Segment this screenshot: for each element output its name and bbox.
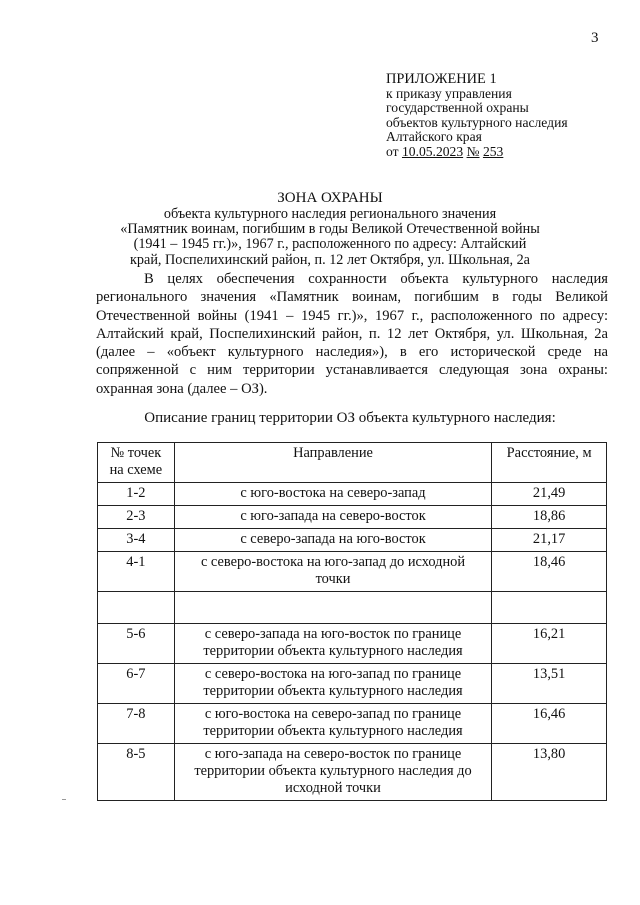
direction-line: территории объекта культурного наследия	[203, 643, 463, 659]
cell-direction	[174, 483, 491, 506]
appendix-line: объектов культурного наследия	[386, 114, 568, 130]
header-distance: Расстояние, м	[492, 443, 607, 483]
cell-direction	[174, 624, 491, 664]
cell-direction	[174, 664, 491, 704]
appendix-line: государственной охраны	[386, 100, 529, 116]
header-points	[98, 443, 175, 483]
cell-distance	[492, 592, 607, 624]
table-header-row	[98, 443, 607, 483]
body-line: сопряженной с ним территории устанавливается следующая зона охраны:	[96, 362, 608, 379]
direction-line: территории объекта культурного наследия	[203, 723, 463, 739]
body-line: В целях обеспечения сохранности объекта культурного наследия	[144, 271, 608, 287]
cell-points	[98, 592, 175, 624]
title-line: объекта культурного наследия регионального значения	[163, 206, 497, 222]
direction-line: с юго-запада на северо-восток по границе	[204, 746, 462, 762]
direction-line: территории объекта культурного наследия	[203, 683, 463, 699]
table-row	[98, 552, 607, 592]
direction-line: с юго-востока на северо-запад	[240, 485, 426, 501]
cell-distance: 18,46	[492, 552, 607, 592]
scan-mark	[62, 799, 66, 800]
body-paragraph	[96, 270, 608, 398]
direction-line: с юго-запада на северо-восток	[240, 508, 426, 524]
body-line: (далее – «объект культурного наследия»), в его исторической среде на	[96, 344, 608, 361]
cell-direction	[174, 552, 491, 592]
cell-distance: 18,86	[492, 506, 607, 529]
table-row	[98, 529, 607, 552]
order-prefix: от	[386, 143, 399, 159]
table-row	[98, 624, 607, 664]
table-row	[98, 592, 607, 624]
cell-points: 3-4	[98, 529, 175, 552]
direction-line: с северо-запада на юго-восток по границе	[204, 626, 462, 642]
table-row	[98, 744, 607, 801]
cell-points: 6-7	[98, 664, 175, 704]
zone-title: ЗОНА ОХРАНЫ	[277, 190, 383, 206]
cell-distance: 16,46	[492, 704, 607, 744]
cell-points: 7-8	[98, 704, 175, 744]
order-reference	[386, 145, 568, 160]
table-row	[98, 664, 607, 704]
table-row	[98, 506, 607, 529]
direction-line: с северо-востока на юго-запад по границе	[204, 666, 462, 682]
body-line: Алтайский край, Поспелихинский район, п. 12 лет Октября, ул. Школьная, 2а	[96, 325, 608, 342]
cell-points: 5-6	[98, 624, 175, 664]
cell-distance: 13,51	[492, 664, 607, 704]
table-row	[98, 704, 607, 744]
appendix-heading: ПРИЛОЖЕНИЕ 1	[386, 71, 497, 87]
page-number: 3	[591, 30, 599, 46]
body-line: охранная зона (далее – ОЗ).	[96, 380, 268, 397]
header-points-line: на схеме	[109, 462, 163, 478]
direction-line: с северо-запада на юго-восток	[240, 531, 426, 547]
cell-points: 2-3	[98, 506, 175, 529]
order-number-sign: №	[466, 143, 480, 159]
document-title	[120, 189, 540, 268]
cell-direction	[174, 506, 491, 529]
direction-line: с юго-востока на северо-запад по границе	[204, 706, 462, 722]
body-line: регионального значения «Памятник воинам, погибшим в годы Великой	[96, 289, 608, 306]
table-caption: Описание границ территории ОЗ объекта культурного наследия:	[144, 410, 556, 426]
order-number: 253	[482, 143, 504, 159]
header-direction: Направление	[174, 443, 491, 483]
cell-distance: 13,80	[492, 744, 607, 801]
table-row	[98, 483, 607, 506]
table-body	[98, 483, 607, 801]
header-points-line: № точек	[110, 445, 162, 461]
title-line: край, Поспелихинский район, п. 12 лет Октября, ул. Школьная, 2а	[130, 251, 530, 268]
cell-direction	[174, 704, 491, 744]
cell-points: 4-1	[98, 552, 175, 592]
direction-line: с северо-востока на юго-запад до исходной	[200, 554, 466, 570]
cell-distance: 16,21	[492, 624, 607, 664]
appendix-header	[386, 72, 568, 160]
cell-direction	[174, 744, 491, 801]
body-line: Отечественной войны (1941 – 1945 гг.)», 1967 г., расположенного по адресу:	[96, 307, 608, 324]
direction-line: территории объекта культурного наследия до	[194, 763, 472, 779]
cell-distance: 21,17	[492, 529, 607, 552]
cell-points: 8-5	[98, 744, 175, 801]
cell-direction	[174, 592, 491, 624]
title-line: «Памятник воинам, погибшим в годы Великой Отечественной войны	[120, 221, 540, 238]
cell-direction	[174, 529, 491, 552]
title-line: (1941 – 1945 гг.)», 1967 г., расположенного по адресу: Алтайский	[133, 236, 527, 253]
cell-points: 1-2	[98, 483, 175, 506]
order-date: 10.05.2023	[401, 143, 464, 159]
direction-line: точки	[315, 571, 351, 587]
boundary-table	[97, 442, 607, 801]
direction-line: исходной точки	[285, 780, 381, 796]
appendix-line: к приказу управления	[386, 85, 512, 101]
appendix-line: Алтайского края	[386, 129, 482, 145]
cell-distance: 21,49	[492, 483, 607, 506]
